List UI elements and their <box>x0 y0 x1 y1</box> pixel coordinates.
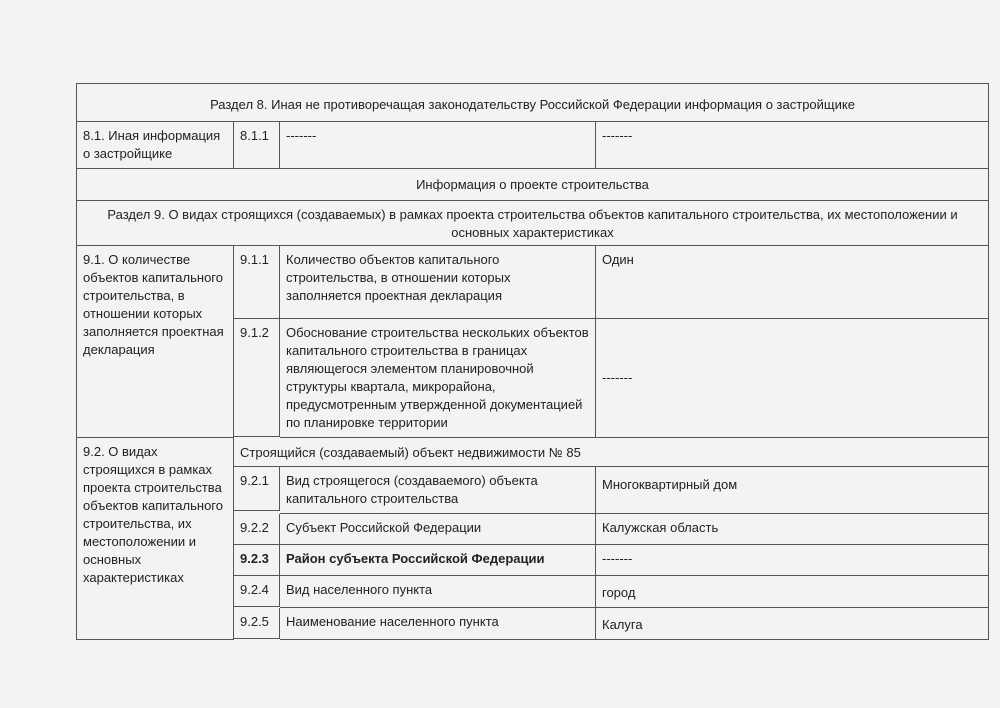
row-num: 9.2.5 <box>234 608 280 639</box>
row-name: Вид строящегося (создаваемого) объекта капитального строительства <box>280 467 596 514</box>
row-num: 9.1.1 <box>234 246 280 319</box>
row-num: 9.2.1 <box>234 467 280 511</box>
object-header: Строящийся (создаваемый) объект недвижимости № 85 <box>234 438 989 467</box>
row-num: 9.2.4 <box>234 576 280 607</box>
project-info-header: Информация о проекте строительства <box>77 169 989 201</box>
row-name: Количество объектов капитального строительства, в отношении которых заполняется проектная декларация <box>280 246 596 319</box>
group-9-2-label: 9.2. О видах строящихся в рамках проекта строительства объектов капитального строительства, их местоположении и основных характеристиках <box>77 438 234 640</box>
row-num: 9.2.3 <box>234 545 280 576</box>
row-name: Район субъекта Российской Федерации <box>280 545 596 576</box>
section8-title: Раздел 8. Иная не противоречащая законодательству Российской Федерации информация о застройщике <box>77 84 989 122</box>
row-value-text: ------- <box>602 370 633 385</box>
row-value: Калужская область <box>596 514 989 545</box>
row-num: 8.1.1 <box>234 122 280 169</box>
row-name: Вид населенного пункта <box>280 576 596 608</box>
row-value <box>596 319 989 438</box>
row-name: ------- <box>280 122 596 169</box>
section8-label: 8.1. Иная информация о застройщике <box>77 122 234 169</box>
row-num: 9.2.2 <box>234 514 280 545</box>
row-name: Обоснование строительства нескольких объектов капитального строительства в границах являющегося элементом планировочной структуры квартала, микрорайона, предусмотренным утвержденной документацией по планировке территории <box>280 319 596 438</box>
row-value: ------- <box>596 545 989 576</box>
row-value: Калуга <box>596 608 989 640</box>
row-num: 9.1.2 <box>234 319 280 437</box>
row-value: ------- <box>596 122 989 169</box>
section9-title: Раздел 9. О видах строящихся (создаваемых) в рамках проекта строительства объектов капитального строительства, их местоположении и основных характеристиках <box>77 201 989 246</box>
row-value: Многоквартирный дом <box>596 467 989 514</box>
row-name: Наименование населенного пункта <box>280 608 596 640</box>
row-name: Субъект Российской Федерации <box>280 514 596 545</box>
row-value: город <box>596 576 989 608</box>
declaration-table <box>76 83 989 640</box>
row-value: Один <box>596 246 989 319</box>
group-9-1-label: 9.1. О количестве объектов капитального строительства, в отношении которых заполняется проектная декларация <box>77 246 234 438</box>
